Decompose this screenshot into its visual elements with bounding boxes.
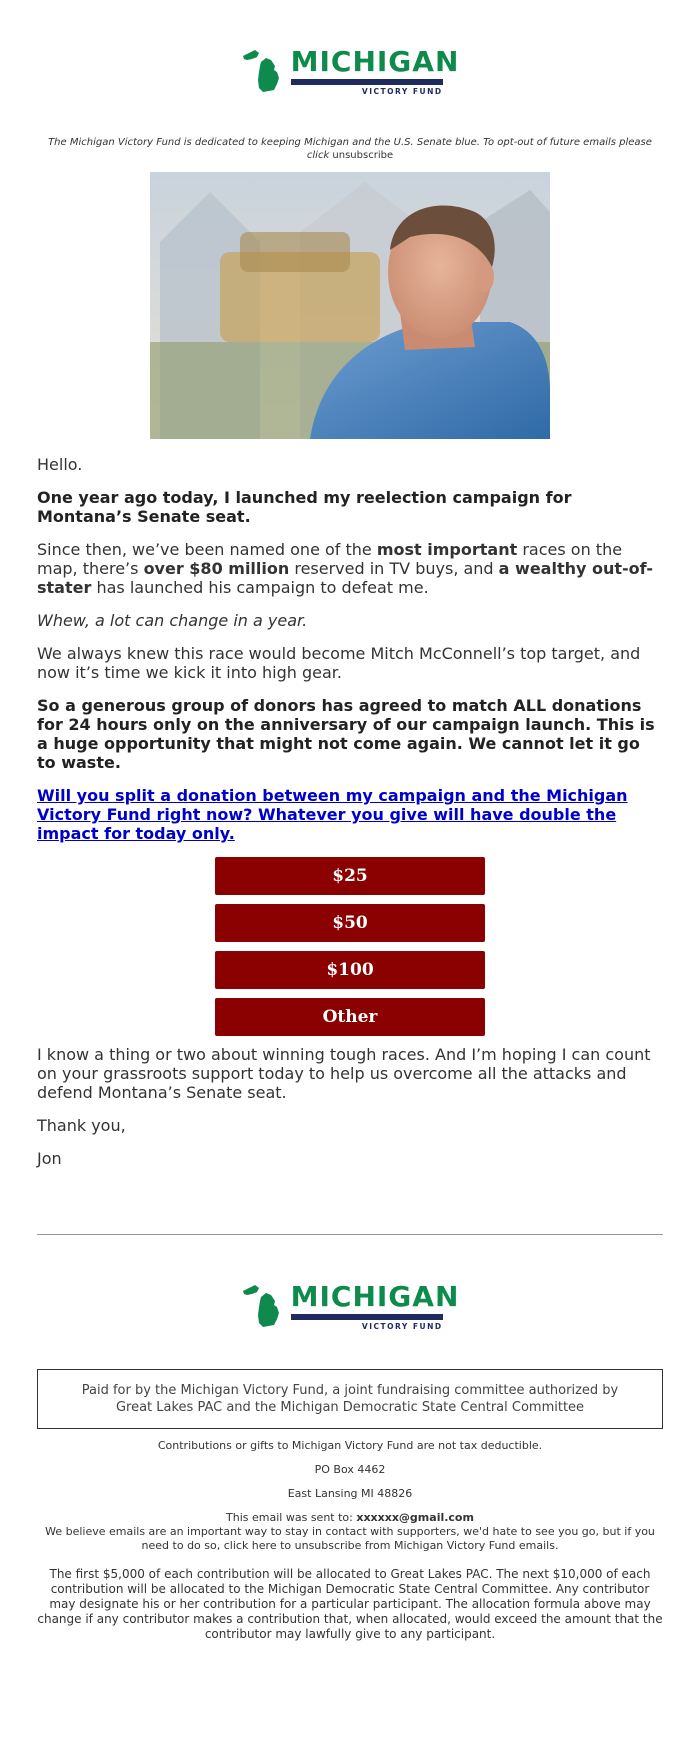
footer [37,1439,663,1642]
logo-underline [291,79,443,85]
p2-text-g: has launched his campaign to defeat me. [91,578,429,597]
sent-to-label: This email was sent to: [226,1511,357,1524]
donate-button-other[interactable]: Other [215,998,485,1036]
sent-to-line [37,1511,663,1525]
cta-paragraph [37,786,663,843]
paid-for-text: Paid for by the Michigan Victory Fund, a joint fundraising committee authorized by Great Lakes PAC and the Michigan Democratic State Central Committee [81,1383,619,1415]
p2-bold-stater: a wealthy out-of-stater [37,559,653,597]
p2-text-a: Since then, we’ve been named one of the [37,540,377,559]
michigan-victory-fund-logo[interactable] [0,44,700,98]
p2-bold-amount: over $80 million [143,559,290,578]
paragraph-since-then [37,540,663,597]
unsubscribe-link[interactable]: unsubscribe [332,150,394,161]
logo-subtitle: VICTORY FUND [361,1321,443,1331]
hero-photo [150,172,550,439]
paid-for-disclaimer-box [37,1369,663,1429]
logo-wordmark [290,1279,460,1331]
footer-divider [37,1234,663,1235]
p2-text-c: races on the map, there’s [37,540,623,578]
disclaimer-text: The Michigan Victory Fund is dedicated to keeping Michigan and the U.S. Senate blue. To opt-out of future emails please click [48,137,652,161]
greeting: Hello. [37,455,83,474]
logo-word: MICHIGAN [290,1279,460,1313]
donate-button-25[interactable]: $25 [215,857,485,895]
header-disclaimer [40,136,660,162]
footer-logo[interactable] [0,1279,700,1333]
michigan-state-icon [241,1283,285,1329]
whew-paragraph: Whew, a lot can change in a year. [37,611,308,630]
michigan-state-icon [241,48,285,94]
message-body [37,455,663,1168]
city-address: East Lansing MI 48826 [287,1487,413,1500]
mcconnell-paragraph: We always knew this race would become Mitch McConnell’s top target, and now it’s time we kick it into high gear. [37,644,641,682]
match-paragraph: So a generous group of donors has agreed to match ALL donations for 24 hours only on the anniversary of our campaign launch. This is a huge opportunity that might not come again. We cannot let it go to waste. [37,696,655,772]
signature: Jon [37,1149,62,1168]
donate-button-100[interactable]: $100 [215,951,485,989]
closing-paragraph: I know a thing or two about winning tough races. And I’m hoping I can count on your grassroots support today to help us overcome all the attacks and defend Montana’s Senate seat. [37,1045,651,1102]
tax-notice: Contributions or gifts to Michigan Victory Fund are not tax deductible. [157,1439,543,1452]
donate-cta-link[interactable]: Will you split a donation between my campaign and the Michigan Victory Fund right now? Whatever you give will have double the impact for today only. [37,786,628,843]
logo-underline [291,1314,443,1320]
allocation-notice: The first $5,000 of each contribution will be allocated to Great Lakes PAC. The next $10,000 of each contribution will be allocated to the Michigan Democratic State Central Committee. Any contributor may designate his or her contribution for a particular participant. The allocation formula above may change if any contributor makes a contribution that, when allocated, would exceed the amount that the contributor may lawfully give to any participant. [37,1567,663,1641]
logo-word: MICHIGAN [290,44,460,78]
p2-text-e: reserved in TV buys, and [289,559,499,578]
po-box: PO Box 4462 [314,1463,386,1476]
logo-subtitle: VICTORY FUND [361,86,443,96]
signoff: Thank you, [37,1116,126,1135]
unsubscribe-notice[interactable]: We believe emails are an important way to stay in contact with supporters, we'd hate to see you go, but if you need to do so, click here to unsubscribe from Michigan Victory Fund emails. [45,1525,655,1552]
donate-button-50[interactable]: $50 [215,904,485,942]
donate-buttons [37,857,663,1045]
opening-paragraph: One year ago today, I launched my reelection campaign for Montana’s Senate seat. [37,488,572,526]
logo-wordmark [290,44,460,96]
email-body [0,44,700,1642]
recipient-email: xxxxxx@gmail.com [356,1511,474,1524]
p2-bold-important: most important [376,540,518,559]
